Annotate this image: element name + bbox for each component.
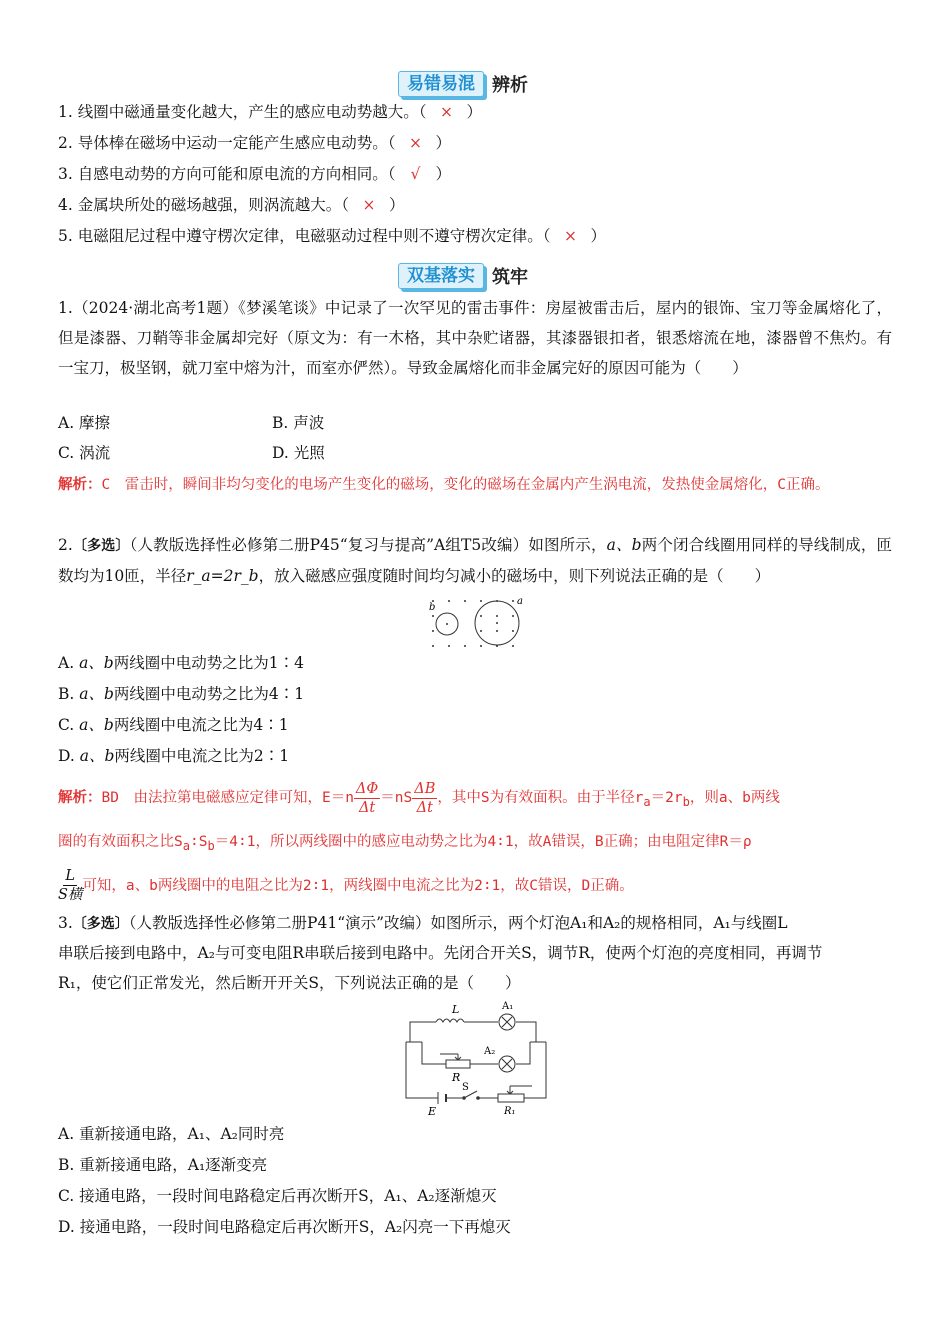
question-3-line-2: 串联后接到电路中，A₂与可变电阻R串联后接到电路中。先闭合开关S，调节R，使两个灯泡的亮度相同，再调节 (58, 944, 823, 962)
label-b: b (429, 602, 436, 613)
multi-select-tag: 〔多选〕 (72, 538, 130, 554)
q3-option-b: B. 重新接通电路，A₁逐渐变亮 (58, 1156, 268, 1174)
resistor-r (440, 1054, 470, 1068)
lamp-a2 (499, 1056, 515, 1072)
q3-option-c: C. 接通电路，一段时间电路稳定后再次断开S，A₁、A₂逐渐熄灭 (58, 1187, 497, 1205)
banner-boxed-label: 双基落实 (398, 263, 484, 289)
lamp-a1 (499, 1014, 515, 1030)
question-3-line-3: R₁，使它们正常发光，然后断开开关S，下列说法正确的是（ ） (58, 974, 521, 992)
judgment-item: 5. 电磁阻尼过程中遵守楞次定律，电磁驱动过程中则不遵守楞次定律。（ × ） (58, 227, 606, 245)
multi-select-tag: 〔多选〕 (72, 916, 129, 932)
q2-option-b: B. a、b两线圈中电动势之比为4∶1 (58, 685, 305, 703)
label-a1: A₁ (502, 1001, 514, 1012)
q2-option-d: D. a、b两线圈中电流之比为2∶1 (58, 747, 290, 765)
label-r1: R₁ (504, 1106, 516, 1117)
fraction-dphi-dt: $\frac{\Delta\Phi}{\Delta t}$ (355, 780, 379, 816)
q3-option-d: D. 接通电路，一段时间电路稳定后再次断开S，A₂闪亮一下再熄灭 (58, 1218, 511, 1236)
section-banner-basics (398, 262, 528, 290)
answer-mark: × (362, 196, 376, 214)
q1-option-a: A. 摩擦 (58, 414, 111, 432)
battery-e (438, 1092, 446, 1104)
answer-mark: × (563, 227, 577, 245)
q2-analysis: 解析：BD 由法拉第电磁感应定律可知，E＝n $\frac{\Delta\Phi}{\Delta t}$ ＝nS $\frac{\Delta B}{\Delta t}$ ，其中S为有效面积。由于半径$r_a=2r_b$，则a、b两线 圈的有效面积之比$S_a∶S_b=4∶1$，所以两线圈中的感应电动势之比为4∶1，故A错误，B正确；由电阻定律R＝ρ $\frac{L}{\text{S横}}$ 可知，a、b两线圈中的电阻之比为2∶1，两线圈中电流之比为2∶1，故C错误，D正确。 (58, 780, 780, 904)
banner-suffix: 筑牢 (492, 267, 528, 288)
q1-option-c: C. 涡流 (58, 444, 111, 462)
question-1-stem: 1.（2024·湖北高考1题）《梦溪笔谈》中记录了一次罕见的雷击事件：房屋被雷击后，屋内的银饰、宝刀等金属熔化了，但是漆器、刀鞘等非金属却完好（原文为：有一木格，其中杂贮诸器，其漆器银扣者，银悉熔流在地，漆器曾不焦灼。有一宝刀，极坚钢，就刀室中熔为汁，而室亦俨然）。导致金属熔化而非金属完好的原因可能为（ ） (58, 299, 892, 377)
section-banner-mistakes (398, 70, 528, 98)
label-a: a (517, 596, 523, 607)
q1-analysis: 解析：C 雷击时，瞬间非均匀变化的电场产生变化的磁场，变化的磁场在金属内产生涡电流，发热使金属熔化，C正确。 (58, 477, 830, 493)
q3-circuit-diagram (398, 998, 558, 1120)
question-3-line-1: 3.〔多选〕（人教版选择性必修第二册P41“演示”改编）如图所示，两个灯泡A₁和A₂的规格相同，A₁与线圈L (58, 914, 788, 932)
q2-option-a: A. a、b两线圈中电动势之比为1∶4 (58, 654, 304, 672)
resistor-r1 (498, 1086, 532, 1102)
fraction-db-dt: $\frac{\Delta B}{\Delta t}$ (414, 780, 436, 816)
question-2-stem: 2.〔多选〕（人教版选择性必修第二册P45“复习与提高”A组T5改编）如图所示，a、b两个闭合线圈用同样的导线制成，匝数均为10匝，半径r_a=2r_b，放入磁感应强度随时间均匀减小的磁场中，则下列说法正确的是（ ） (58, 536, 892, 585)
q3-option-a: A. 重新接通电路，A₁、A₂同时亮 (58, 1125, 285, 1143)
q1-option-b: B. 声波 (272, 414, 325, 432)
banner-suffix: 辨析 (492, 75, 528, 96)
label-l: L (452, 1003, 460, 1016)
banner-boxed-label: 易错易混 (398, 71, 484, 97)
label-a2: A₂ (484, 1046, 496, 1057)
judgment-item: 2. 导体棒在磁场中运动一定能产生感应电动势。（ × ） (58, 134, 451, 152)
answer-mark: √ (410, 165, 421, 183)
answer-mark: × (439, 103, 453, 121)
judgment-item: 3. 自感电动势的方向可能和原电流的方向相同。（ √ ） (58, 165, 451, 183)
inductor-l (436, 1019, 464, 1022)
judgment-item: 4. 金属块所处的磁场越强，则涡流越大。（ × ） (58, 196, 405, 214)
q1-option-d: D. 光照 (272, 444, 325, 462)
answer-mark: × (408, 134, 422, 152)
label-e: E (428, 1105, 437, 1118)
label-r: R (452, 1071, 461, 1084)
fraction-l-s: $\frac{L}{\text{S横}}$ (58, 868, 83, 904)
q2-option-c: C. a、b两线圈中电流之比为4∶1 (58, 716, 289, 734)
q2-figure (425, 594, 535, 652)
judgment-item: 1. 线圈中磁通量变化越大，产生的感应电动势越大。（ × ） (58, 103, 482, 121)
label-s: S (462, 1082, 469, 1093)
